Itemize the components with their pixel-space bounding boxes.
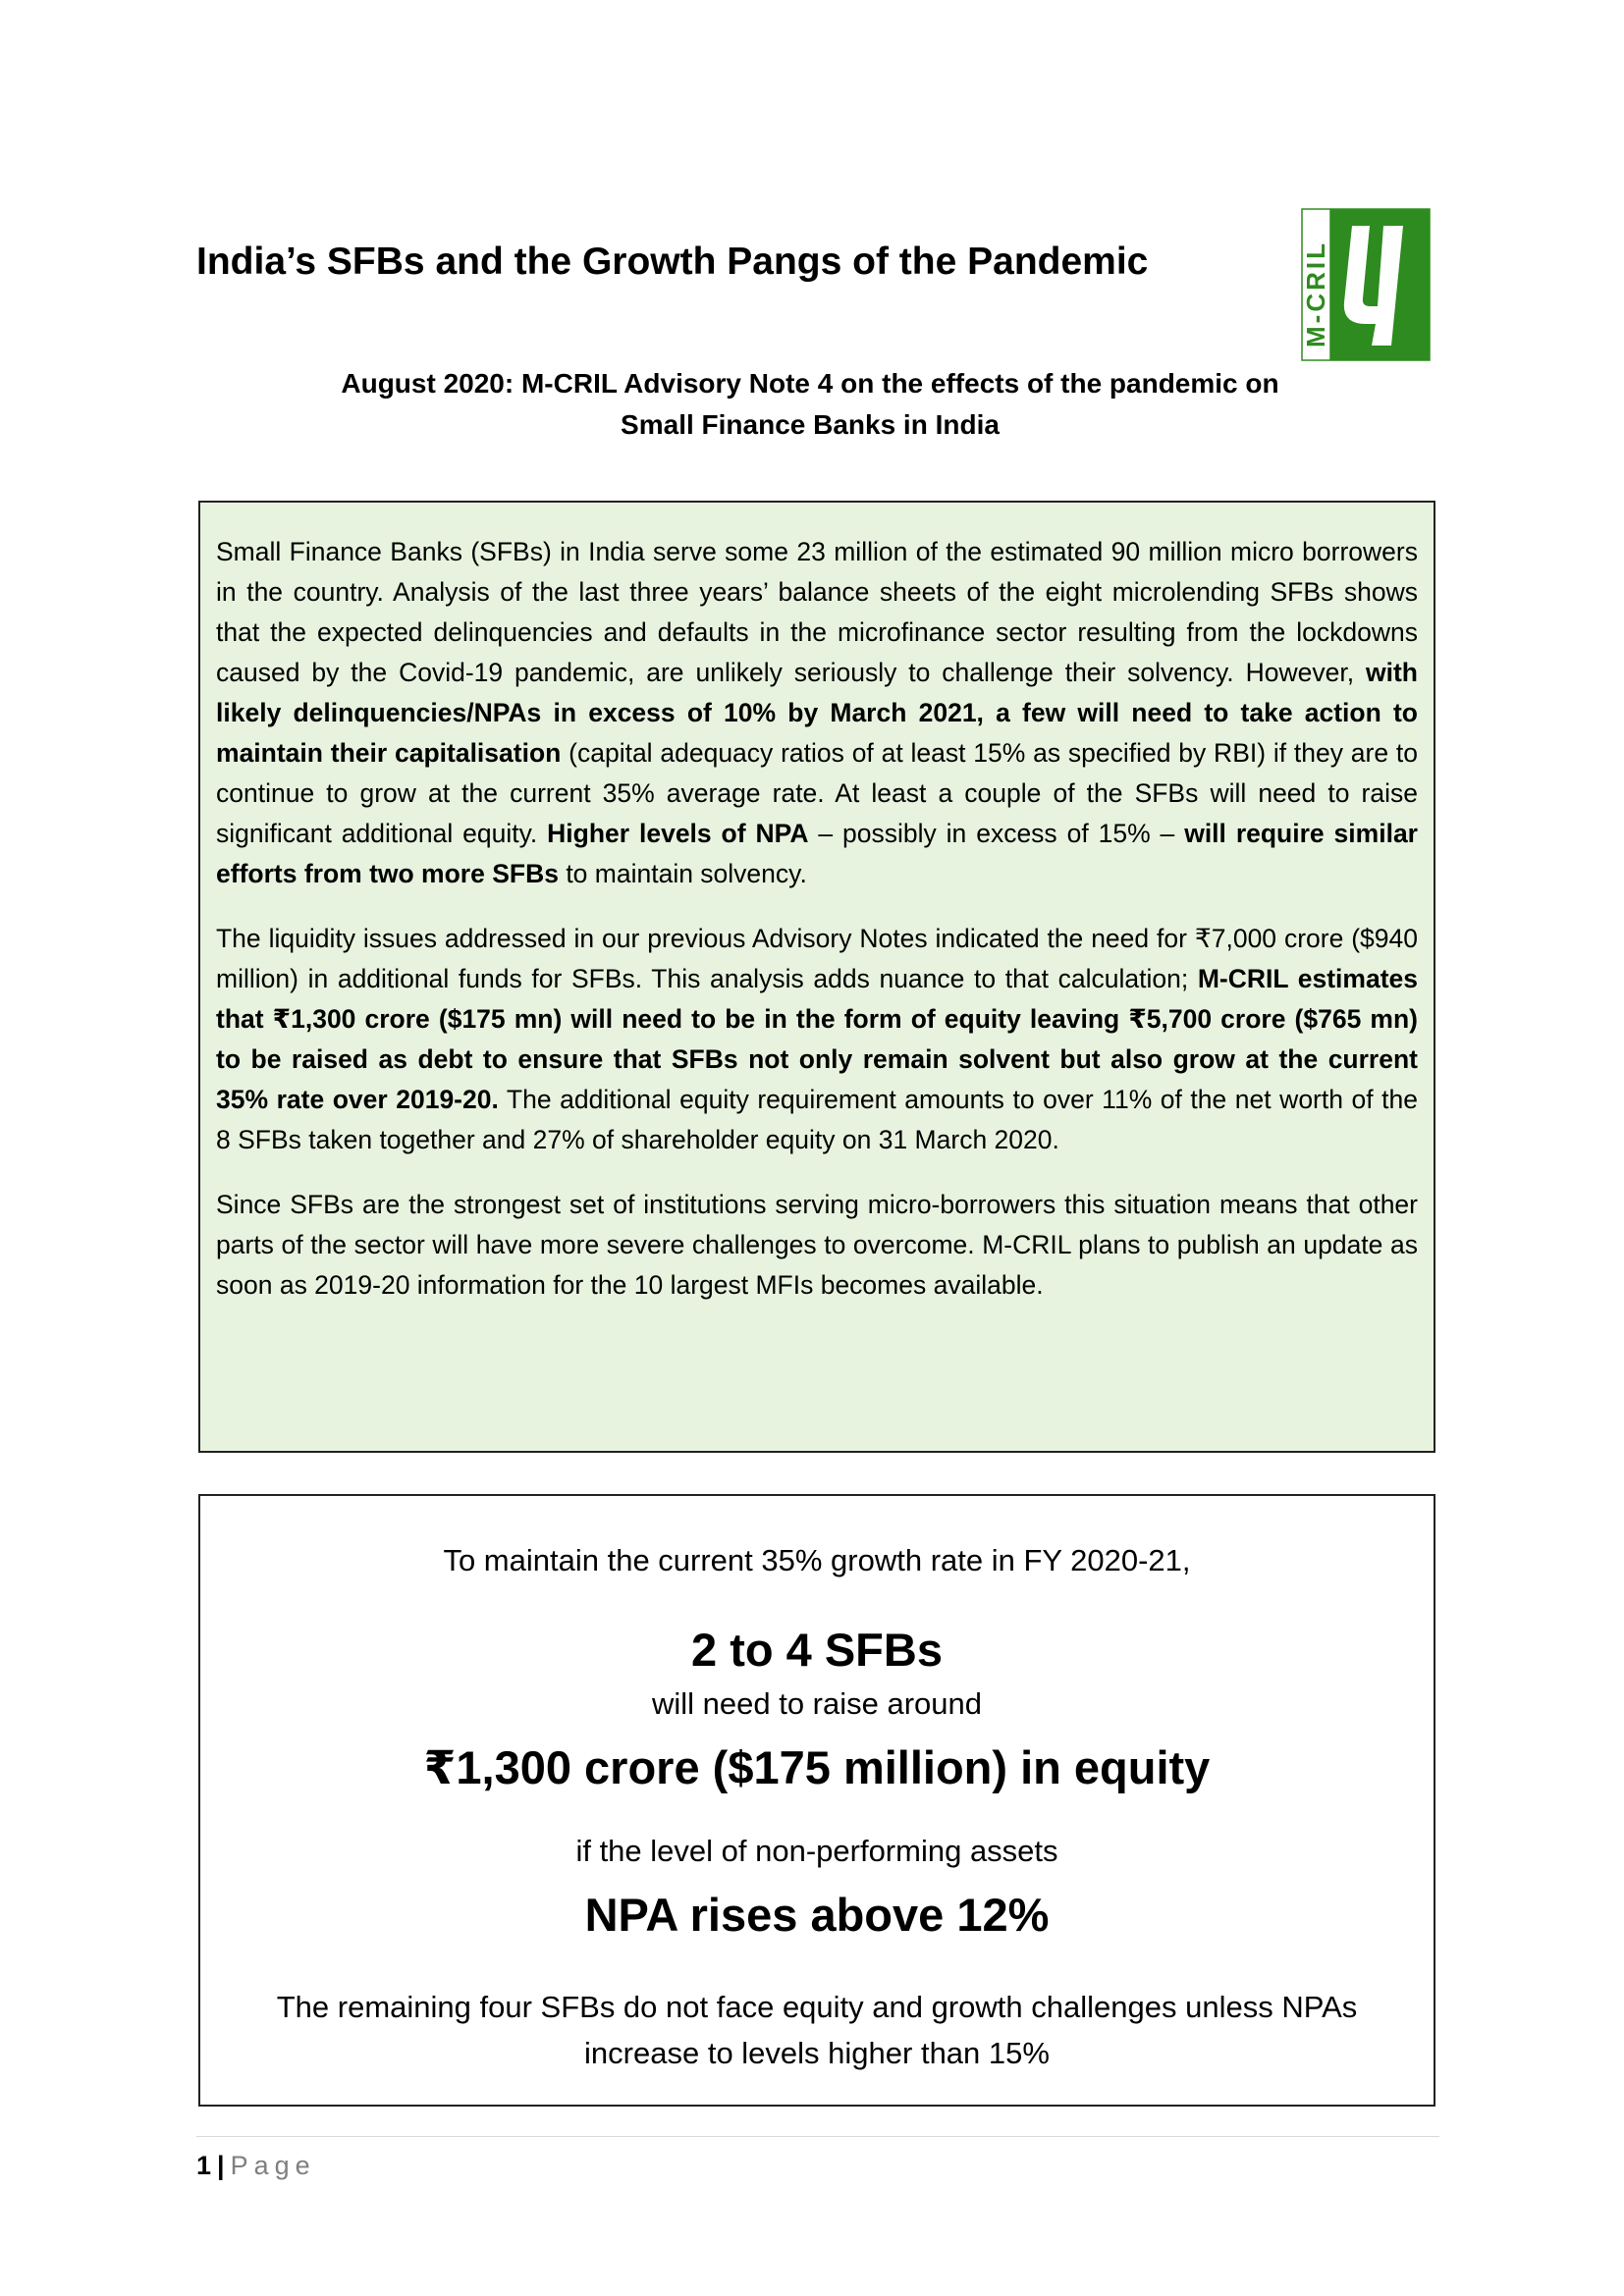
findings-intro: To maintain the current 35% growth rate in FY 2020-21, bbox=[443, 1543, 1191, 1577]
paragraph-run: to maintain solvency. bbox=[558, 859, 807, 888]
paragraph-run: The liquidity issues addressed in our previous Advisory Notes indicated the need for ₹7,000 crore ($940 million) in additional funds for SFBs. This analysis adds nuance to that calculation; bbox=[216, 924, 1418, 993]
paragraph-run: Small Finance Banks (SFBs) in India serve some 23 million of the estimated 90 million micro borrowers in the country. Analysis of the last three years’ balance sheets of the eight microlending SFBs shows that the expected delinquencies and defaults in the microfinance sector resulting from the lockdowns caused by the Covid-19 pandemic, are unlikely seriously to challenge their solvency. However, bbox=[216, 537, 1418, 687]
findings-equity-amount: ₹1,300 crore ($175 million) in equity bbox=[423, 1741, 1211, 1793]
findings-condition: if the level of non-performing assets bbox=[575, 1834, 1058, 1868]
page-label: Page bbox=[230, 2151, 316, 2180]
paragraph-run: with likely delinquencies/NPAs in excess of 10% by March 2021, a few will need to take action to maintain their capitalisation bbox=[216, 658, 1418, 768]
document-subtitle bbox=[226, 363, 1394, 446]
paragraph-run: Higher levels of NPA bbox=[547, 819, 809, 848]
document-title: India’s SFBs and the Growth Pangs of the Pandemic bbox=[196, 240, 1149, 283]
summary-paragraph-3 bbox=[216, 1185, 1418, 1306]
summary-paragraph-2 bbox=[216, 919, 1418, 1160]
findings-need-text: will need to raise around bbox=[651, 1686, 983, 1721]
paragraph-run: will require similar efforts from two more SFBs bbox=[216, 819, 1418, 888]
subtitle-line-1: August 2020: M-CRIL Advisory Note 4 on the effects of the pandemic on bbox=[341, 368, 1279, 399]
paragraph-run: The additional equity requirement amounts to over 11% of the net worth of the 8 SFBs taken together and 27% of shareholder equity on 31 March 2020. bbox=[216, 1085, 1418, 1154]
findings-sfb-count: 2 to 4 SFBs bbox=[691, 1624, 943, 1676]
findings-npa-threshold: NPA rises above 12% bbox=[584, 1889, 1050, 1941]
paragraph-run: – possibly in excess of 15% – bbox=[808, 819, 1185, 848]
findings-remaining-sfbs: The remaining four SFBs do not face equity and growth challenges unless NPAs increase to levels higher than 15% bbox=[276, 1990, 1358, 2070]
paragraph-run: Since SFBs are the strongest set of institutions serving micro-borrowers this situation means that other parts of the sector will have more severe challenges to overcome. M-CRIL plans to publish an update as soon as 2019-20 information for the 10 largest MFIs becomes available. bbox=[216, 1190, 1418, 1300]
summary-box bbox=[198, 501, 1435, 1453]
page-footer bbox=[196, 2146, 316, 2185]
summary-paragraph-1 bbox=[216, 532, 1418, 894]
mcril-logo bbox=[1301, 208, 1431, 361]
page-number: 1 bbox=[196, 2151, 212, 2180]
subtitle-line-2: Small Finance Banks in India bbox=[621, 409, 1000, 440]
key-findings-box bbox=[198, 1494, 1435, 2107]
paragraph-run: (capital adequacy ratios of at least 15% as specified by RBI) if they are to continue to grow at the current 35% average rate. At least a couple of the SFBs will need to raise significant additional equity. bbox=[216, 738, 1418, 848]
paragraph-run: M-CRIL estimates that ₹1,300 crore ($175 mn) will need to be in the form of equity leaving ₹5,700 crore ($765 mn) to be raised as debt to ensure that SFBs not only remain solvent but also grow at the current 35% rate over 2019-20. bbox=[216, 964, 1418, 1114]
footer-separator: | bbox=[217, 2151, 225, 2180]
logo-text: M-CRIL bbox=[1301, 240, 1330, 347]
footer-divider bbox=[196, 2136, 1439, 2137]
